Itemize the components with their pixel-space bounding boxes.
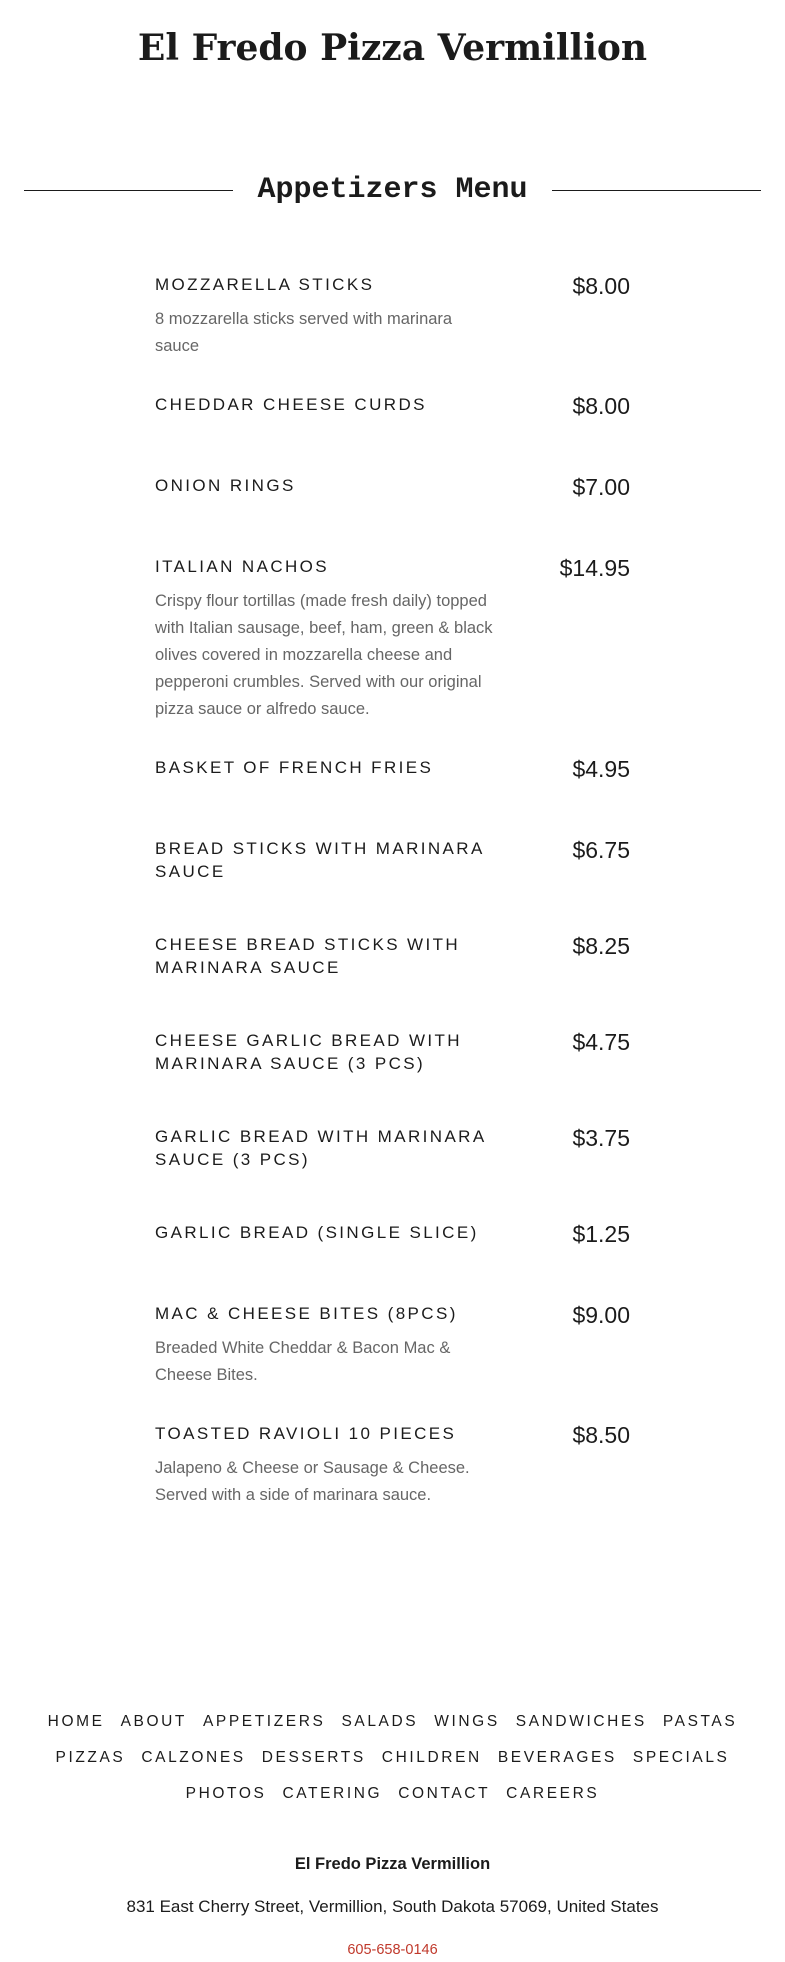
menu-item-name: ONION RINGS: [155, 476, 296, 495]
section-divider-right: [552, 190, 761, 191]
footer-nav-link-calzones[interactable]: CALZONES: [141, 1749, 246, 1766]
footer-nav-link-beverages[interactable]: BEVERAGES: [497, 1749, 617, 1766]
footer-nav-row: [40, 1776, 745, 1812]
menu-item-name: CHEESE GARLIC BREAD WITH MARINARA SAUCE (3 PCS): [155, 1031, 462, 1073]
menu-item: [155, 836, 630, 932]
menu-list: [155, 272, 630, 1541]
menu-item: [155, 755, 630, 836]
menu-item-price: $8.00: [572, 273, 630, 299]
menu-item-name: GARLIC BREAD (SINGLE SLICE): [155, 1223, 479, 1242]
menu-item-description: Breaded White Cheddar & Bacon Mac & Cheese Bites.: [155, 1339, 451, 1384]
menu-item-price: $1.25: [572, 1221, 630, 1247]
menu-item-name: BASKET OF FRENCH FRIES: [155, 758, 434, 777]
footer-nav-link-catering[interactable]: CATERING: [282, 1785, 383, 1802]
footer-nav-link-home[interactable]: HOME: [47, 1713, 105, 1730]
menu-item-price: $8.50: [572, 1422, 630, 1448]
footer-nav-link-contact[interactable]: CONTACT: [398, 1785, 491, 1802]
footer-nav-row: [40, 1740, 745, 1776]
menu-item-price: $14.95: [559, 555, 630, 581]
footer-nav-link-photos[interactable]: PHOTOS: [185, 1785, 267, 1802]
footer-nav-link-desserts[interactable]: DESSERTS: [261, 1749, 366, 1766]
menu-item-name: MAC & CHEESE BITES (8PCS): [155, 1304, 458, 1323]
footer-nav-row: [40, 1704, 745, 1740]
menu-item-description: Jalapeno & Cheese or Sausage & Cheese. Served with a side of marinara sauce.: [155, 1459, 470, 1504]
site-title: El Fredo Pizza Vermillion: [137, 27, 648, 69]
menu-item-price: $4.75: [572, 1029, 630, 1055]
menu-item: [155, 392, 630, 473]
menu-item: [155, 932, 630, 1028]
footer-nav-link-about[interactable]: ABOUT: [120, 1713, 187, 1730]
menu-item-name: CHEESE BREAD STICKS WITH MARINARA SAUCE: [155, 935, 461, 977]
menu-item: [155, 1301, 630, 1421]
footer-nav-link-pizzas[interactable]: PIZZAS: [55, 1749, 126, 1766]
menu-item: [155, 554, 630, 755]
menu-item-price: $7.00: [572, 474, 630, 500]
footer-nav: [40, 1704, 745, 1812]
footer-nav-link-sandwiches[interactable]: SANDWICHES: [515, 1713, 647, 1730]
menu-item-name: CHEDDAR CHEESE CURDS: [155, 395, 427, 414]
menu-item-name: GARLIC BREAD WITH MARINARA SAUCE (3 PCS): [155, 1127, 486, 1169]
menu-item-name: ITALIAN NACHOS: [155, 557, 330, 576]
menu-item-price: $4.95: [572, 756, 630, 782]
footer-phone-link[interactable]: 605-658-0146: [347, 1942, 438, 1958]
section-title: Appetizers Menu: [257, 173, 528, 207]
footer-nav-link-pastas[interactable]: PASTAS: [662, 1713, 738, 1730]
menu-item-name: BREAD STICKS WITH MARINARA SAUCE: [155, 839, 484, 881]
menu-item: [155, 473, 630, 554]
section-divider-left: [24, 190, 233, 191]
menu-item: [155, 1220, 630, 1301]
footer-nav-link-wings[interactable]: WINGS: [434, 1713, 500, 1730]
menu-item: [155, 1124, 630, 1220]
section-header: [24, 168, 761, 212]
menu-item-price: $9.00: [572, 1302, 630, 1328]
menu-item-name: MOZZARELLA STICKS: [155, 275, 375, 294]
menu-item: [155, 1421, 630, 1541]
footer-nav-link-appetizers[interactable]: APPETIZERS: [202, 1713, 326, 1730]
menu-item-price: $8.25: [572, 933, 630, 959]
footer-nav-link-specials[interactable]: SPECIALS: [632, 1749, 730, 1766]
footer-address: 831 East Cherry Street, Vermillion, South Dakota 57069, United States: [126, 1897, 659, 1916]
menu-item-price: $3.75: [572, 1125, 630, 1151]
footer-business-name: El Fredo Pizza Vermillion: [294, 1855, 491, 1873]
footer-nav-link-careers[interactable]: CAREERS: [506, 1785, 600, 1802]
menu-item: [155, 1028, 630, 1124]
menu-item-description: 8 mozzarella sticks served with marinara sauce: [155, 310, 453, 355]
menu-item-price: $6.75: [572, 837, 630, 863]
footer-nav-link-salads[interactable]: SALADS: [341, 1713, 419, 1730]
menu-item-price: $8.00: [572, 393, 630, 419]
menu-item-name: TOASTED RAVIOLI 10 PIECES: [155, 1424, 457, 1443]
footer-nav-link-children[interactable]: CHILDREN: [381, 1749, 482, 1766]
menu-item: [155, 272, 630, 392]
menu-item-description: Crispy flour tortillas (made fresh daily) topped with Italian sausage, beef, ham, green & black olives covered in mozzarella cheese and pepperoni crumbles. Served with our original pizza sauce or alfredo sauce.: [155, 592, 493, 718]
